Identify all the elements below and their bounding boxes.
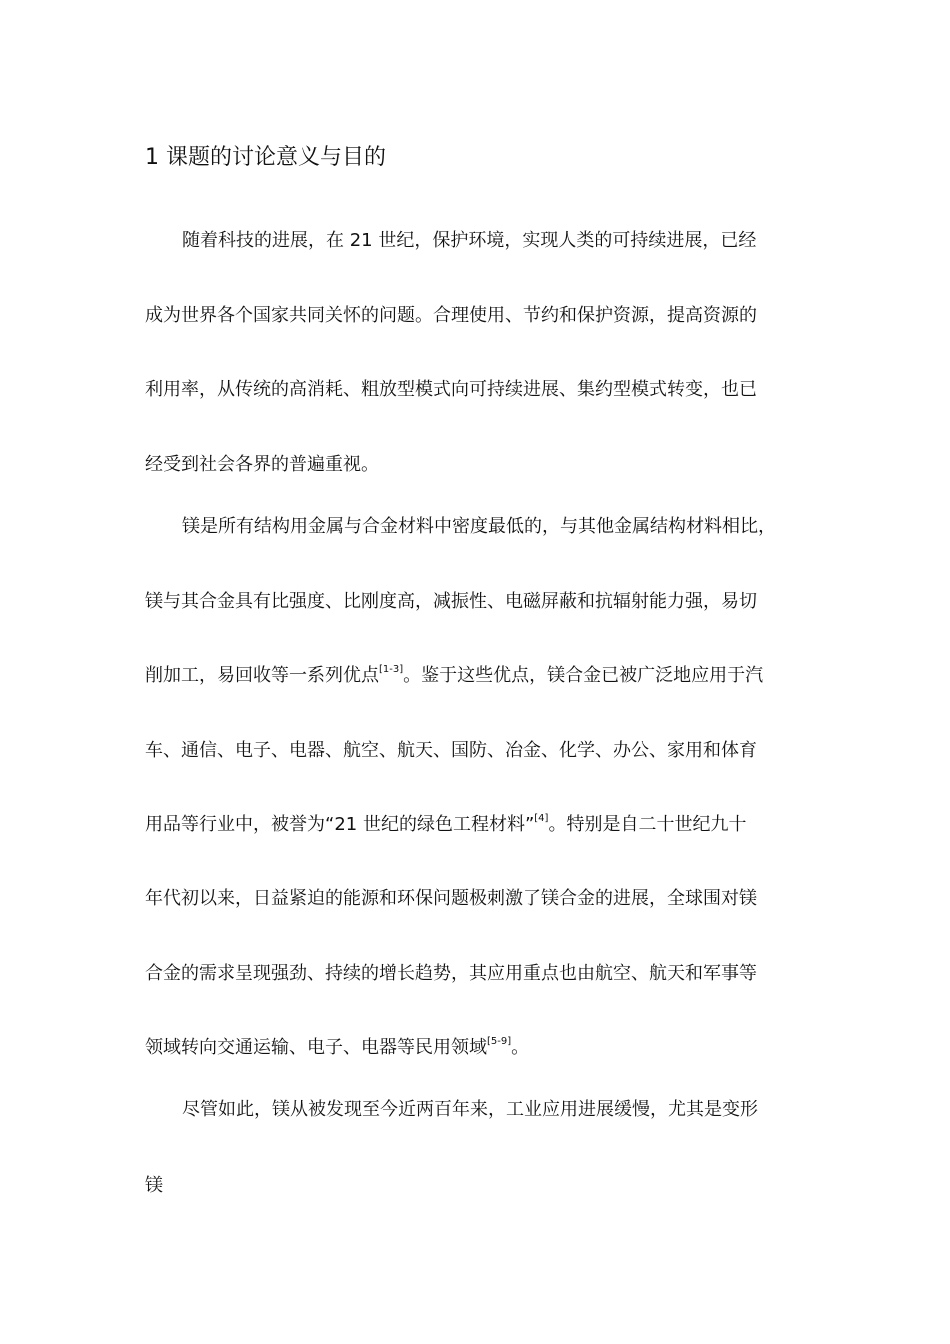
paragraph-1-line-3: 利用率，从传统的高消耗、粗放型模式向可持续进展、集约型模式转变，也已 [145,379,757,400]
paragraph-2-line-3 [145,662,763,690]
paragraph-2-line-6: 年代初以来，日益紧迫的能源和环保问题极刺激了镁合金的进展，全球围对镁 [145,888,757,909]
section-heading: 1 课题的讨论意义与目的 [145,145,386,170]
paragraph-2-line-8 [145,1034,529,1062]
line-text: 。 [511,1037,530,1058]
paragraph-2-line-1: 镁是所有结构用金属与合金材料中密度最低的，与其他金属结构材料相比， [182,516,776,537]
paragraph-1-line-2: 成为世界各个国家共同关怀的问题。合理使用、节约和保护资源，提高资源的 [145,305,757,326]
line-text: 领域转向交通运输、电子、电器等民用领域 [145,1037,487,1058]
line-text: 。鉴于这些优点，镁合金已被广泛地应用于汽 [403,665,764,686]
paragraph-3-line-2: 镁 [145,1175,163,1196]
citation-marker: [4] [534,813,549,824]
paragraph-2-line-4: 车、通信、电子、电器、航空、航天、国防、冶金、化学、办公、家用和体育 [145,740,757,761]
paragraph-1-line-4: 经受到社会各界的普遍重视。 [145,454,379,475]
line-text: 。特别是自二十世纪九十 [548,814,747,835]
citation-marker: [5-9] [487,1036,512,1047]
paragraph-2-line-2: 镁与其合金具有比强度、比刚度高，减振性、电磁屏蔽和抗辐射能力强，易切 [145,591,757,612]
line-text: 削加工，易回收等一系列优点 [145,665,379,686]
line-text: 用品等行业中，被誉为“21 世纪的绿色工程材料” [145,814,535,835]
paragraph-2-line-7: 合金的需求呈现强劲、持续的增长趋势，其应用重点也由航空、航天和军事等 [145,963,757,984]
paragraph-1-line-1: 随着科技的进展，在 21 世纪，保护环境，实现人类的可持续进展，已经 [182,230,757,251]
citation-marker: [1-3] [379,664,404,675]
paragraph-2-line-5 [145,811,746,839]
paragraph-3-line-1: 尽管如此，镁从被发现至今近两百年来，工业应用进展缓慢，尤其是变形 [182,1099,758,1120]
